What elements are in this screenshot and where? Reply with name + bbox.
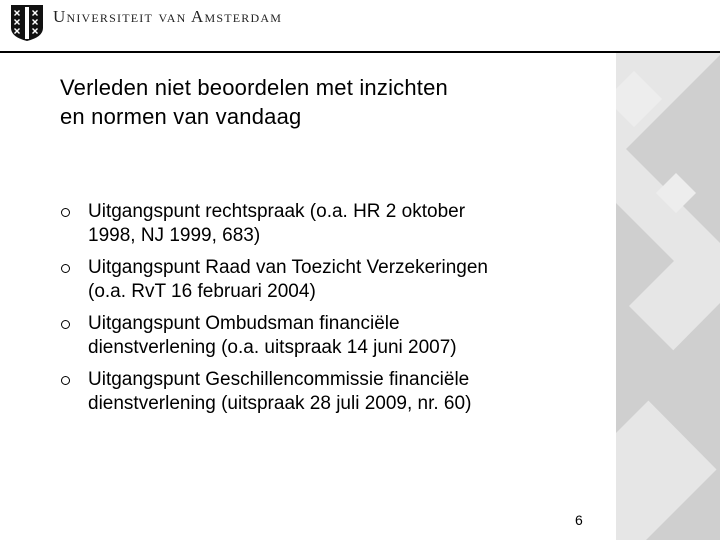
bullet-text-line: Uitgangspunt rechtspraak (o.a. HR 2 oktober bbox=[88, 201, 466, 222]
header-divider bbox=[0, 51, 720, 53]
hollow-circle-bullet-icon bbox=[61, 320, 70, 329]
hollow-circle-bullet-icon bbox=[61, 208, 70, 217]
hollow-circle-bullet-icon bbox=[61, 264, 70, 273]
bullet-text-line: Uitgangspunt Geschillencommissie financiële bbox=[88, 369, 470, 390]
university-name: Universiteit van Amsterdam bbox=[53, 7, 283, 26]
list-item bbox=[60, 312, 605, 359]
decorative-side-panel bbox=[616, 53, 720, 540]
page-number: 6 bbox=[575, 512, 583, 528]
list-item bbox=[60, 368, 605, 415]
slide-title bbox=[60, 73, 600, 131]
bullet-text-line: Uitgangspunt Ombudsman financiële bbox=[88, 313, 400, 334]
bullet-text-line: dienstverlening (uitspraak 28 juli 2009, nr. 60) bbox=[88, 392, 472, 414]
list-item bbox=[60, 200, 605, 247]
bullet-text-line: 1998, NJ 1999, 683) bbox=[88, 224, 261, 246]
slide-title-line: Verleden niet beoordelen met inzichten bbox=[60, 75, 448, 100]
list-item bbox=[60, 256, 605, 303]
slide-header bbox=[0, 0, 720, 53]
bullet-text-line: Uitgangspunt Raad van Toezicht Verzekeringen bbox=[88, 257, 488, 278]
hollow-circle-bullet-icon bbox=[61, 376, 70, 385]
uva-crest-icon bbox=[10, 4, 44, 42]
slide-title-line: en normen van vandaag bbox=[60, 104, 302, 129]
bullet-list bbox=[60, 200, 605, 424]
bullet-text-line: (o.a. RvT 16 februari 2004) bbox=[88, 280, 316, 302]
bullet-text-line: dienstverlening (o.a. uitspraak 14 juni 2007) bbox=[88, 336, 457, 358]
